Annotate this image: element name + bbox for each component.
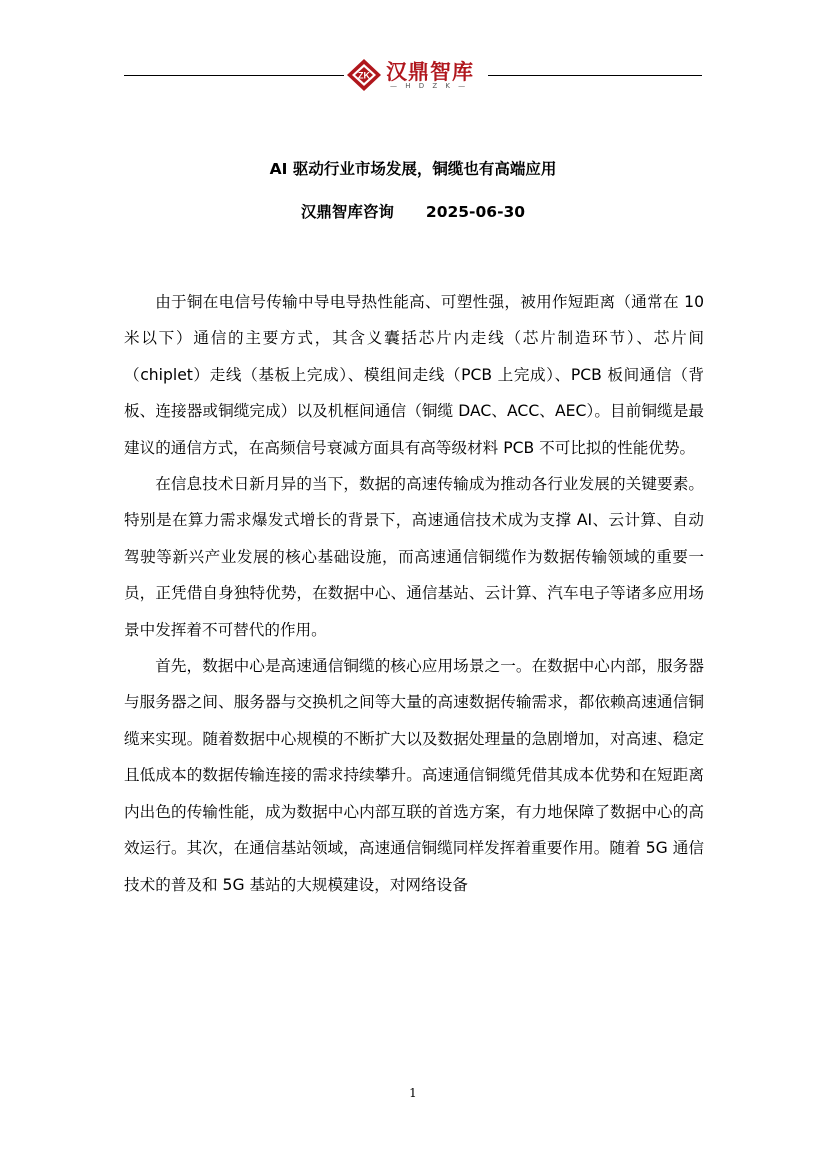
document-date: 2025-06-30 — [425, 203, 526, 221]
document-byline — [0, 200, 826, 222]
document-body — [124, 284, 704, 903]
header-rule-right — [488, 75, 702, 76]
logo-subtext: — H D Z K — — [390, 82, 469, 90]
paragraph: 在信息技术日新月异的当下，数据的高速传输成为推动各行业发展的关键要素。特别是在算力需求爆发式增长的背景下，高速通信技术成为支撑 AI、云计算、自动驾驶等新兴产业发展的核心基础设施，而高速通信铜缆作为数据传输领域的重要一员，正凭借自身独特优势，在数据中心、通信基站、云计算、汽车电子等诸多应用场景中发挥着不可替代的作用。 — [124, 475, 704, 639]
page-header — [124, 54, 702, 96]
logo-mark-letters: ZK — [358, 70, 370, 81]
header-rule-left — [124, 75, 344, 76]
hdzk-logo-icon — [346, 58, 382, 92]
document-author: 汉鼎智库咨询 — [300, 203, 394, 221]
paragraph: 由于铜在电信号传输中导电导热性能高、可塑性强，被用作短距离（通常在 10 米以下）通信的主要方式，其含义囊括芯片内走线（芯片制造环节）、芯片间（chiplet）走线（基板上完成）、模组间走线（PCB 上完成）、PCB 板间通信（背板、连接器或铜缆完成）以及机框间通信（铜缆 DAC、ACC、AEC）。目前铜缆是最建议的通信方式，在高频信号衰减方面具有高等级材料 PCB 不可比拟的性能优势。 — [124, 293, 704, 457]
page-number: 1 — [409, 1086, 417, 1100]
logo — [346, 56, 486, 96]
paragraph: 首先，数据中心是高速通信铜缆的核心应用场景之一。在数据中心内部，服务器与服务器之间、服务器与交换机之间等大量的高速数据传输需求，都依赖高速通信铜缆来实现。随着数据中心规模的不断扩大以及数据处理量的急剧增加，对高速、稳定且低成本的数据传输连接的需求持续攀升。高速通信铜缆凭借其成本优势和在短距离内出色的传输性能，成为数据中心内部互联的首选方案，有力地保障了数据中心的高效运行。其次，在通信基站领域，高速通信铜缆同样发挥着重要作用。随着 5G 通信技术的普及和 5G 基站的大规模建设，对网络设备 — [124, 657, 704, 894]
logo-text: 汉鼎智库 — [386, 60, 474, 84]
document-title: AI 驱动行业市场发展，铜缆也有高端应用 — [269, 160, 557, 178]
